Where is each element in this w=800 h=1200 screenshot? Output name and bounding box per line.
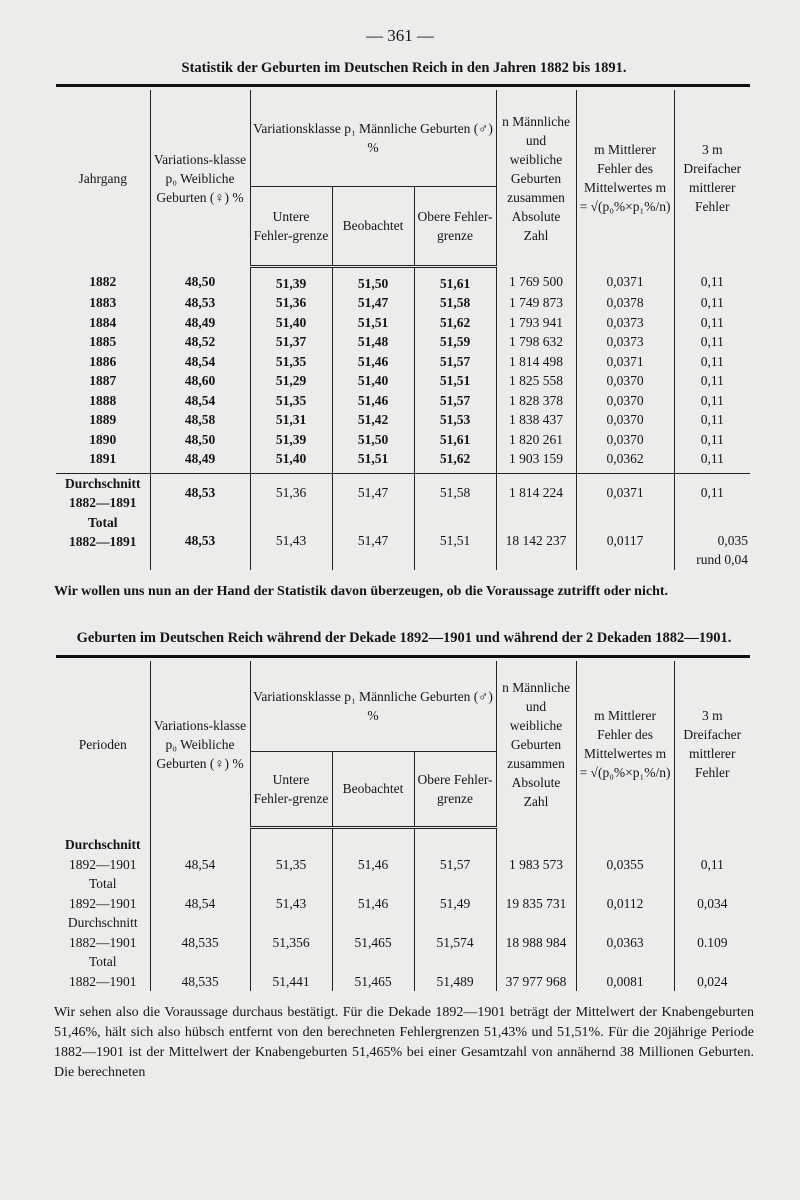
row-label: 1887 [89,373,117,388]
cell-p0: 48,53 [150,293,250,313]
table2-row [56,913,750,952]
cell-upper: 51,489 [414,952,496,991]
cell-p0: 48,54 [150,352,250,372]
table1-row [56,266,750,293]
table2 [56,661,750,991]
cell-m: 0,0373 [576,313,674,333]
table1-header-m: m Mittlerer Fehler des Mittelwertes m = √(p₀%×p₁%/n) [576,90,674,266]
cell-3m: 0.109 [674,913,750,952]
cell-3m: 0,11 [674,313,750,333]
row-label: Durchschnitt 1882—1891 [56,473,150,513]
cell-n: 1 828 378 [496,391,576,411]
cell-p0: 48,535 [150,913,250,952]
cell-n: 1 793 941 [496,313,576,333]
table2-header-3m: 3 m Dreifacher mittlerer Fehler [674,661,750,827]
cell-m: 0,0370 [576,430,674,450]
table1 [56,90,750,570]
cell-lower: 51,36 [250,293,332,313]
table2-top-rule [56,655,750,658]
cell-n: 1 983 573 [496,827,576,874]
table1-header-p1-group: Variationsklasse p₁ Männliche Geburten (♂) % [250,90,496,187]
cell-observed: 51,42 [332,410,414,430]
cell-p0: 48,49 [150,313,250,333]
cell-p0: 48,52 [150,332,250,352]
cell-observed: 51,47 [332,293,414,313]
cell-n: 1 814 498 [496,352,576,372]
cell-n: 18 142 237 [496,513,576,570]
row-label: 1889 [89,412,117,427]
cell-observed: 51,46 [332,391,414,411]
cell-m: 0,0362 [576,449,674,473]
cell-observed: 51,51 [332,449,414,473]
cell-3m: 0,035 rund 0,04 [674,513,750,570]
cell-m: 0,0370 [576,371,674,391]
cell-3m: 0,11 [674,266,750,293]
cell-observed: 51,46 [332,352,414,372]
cell-upper: 51,57 [414,827,496,874]
cell-upper: 51,51 [414,513,496,570]
cell-upper: 51,57 [414,352,496,372]
cell-3m: 0,11 [674,391,750,411]
cell-upper: 51,62 [414,313,496,333]
cell-3m-note: rund 0,04 [696,552,749,567]
cell-3m: 0,11 [674,449,750,473]
row-label: Total 1892—1901 [69,876,137,911]
cell-m: 0,0370 [576,391,674,411]
table1-header-p0: Variations-klasse p₀ Weibliche Geburten (♀) % [150,90,250,266]
cell-3m: 0,11 [674,352,750,372]
cell-observed: 51,51 [332,313,414,333]
cell-3m: 0,11 [674,473,750,513]
row-label: 1888 [89,392,117,408]
cell-observed: 51,50 [332,430,414,450]
cell-observed: 51,465 [332,913,414,952]
row-label: Durchschnitt 1882—1901 [67,915,138,950]
cell-lower: 51,29 [250,371,332,391]
table2-header-upper: Obere Fehler-grenze [414,752,496,828]
cell-upper: 51,574 [414,913,496,952]
cell-p0: 48,50 [150,266,250,293]
cell-3m: 0,11 [674,410,750,430]
cell-lower: 51,35 [250,352,332,372]
table2-header-m: m Mittlerer Fehler des Mittelwertes m = √(p₀%×p₁%/n) [576,661,674,827]
cell-n: 37 977 968 [496,952,576,991]
cell-lower: 51,43 [250,874,332,913]
table1-top-rule [56,84,750,87]
table2-header-p1-group: Variationsklasse p₁ Männliche Geburten (♂) % [250,661,496,752]
cell-upper: 51,61 [414,266,496,293]
cell-upper: 51,61 [414,430,496,450]
cell-p0: 48,60 [150,371,250,391]
cell-n: 1 903 159 [496,449,576,473]
cell-n: 1 825 558 [496,371,576,391]
cell-observed: 51,50 [332,266,414,293]
table1-row [56,293,750,313]
table1-header-jahrgang: Jahrgang [78,170,127,186]
cell-lower: 51,40 [250,449,332,473]
paragraph-1: Wir wollen uns nun an der Hand der Statistik davon überzeugen, ob die Voraussage zutrifft oder nicht. [54,584,669,599]
cell-lower: 51,37 [250,332,332,352]
cell-m: 0,0371 [576,266,674,293]
cell-p0: 48,54 [150,874,250,913]
row-label: 1884 [89,314,117,330]
cell-lower: 51,36 [250,473,332,513]
cell-n: 19 835 731 [496,874,576,913]
cell-p0: 48,54 [150,391,250,411]
table1-header-3m: 3 m Dreifacher mittlerer Fehler [674,90,750,266]
cell-n: 1 749 873 [496,293,576,313]
cell-lower: 51,356 [250,913,332,952]
cell-observed: 51,40 [332,371,414,391]
table1-title: Statistik der Geburten im Deutschen Reich in den Jahren 1882 bis 1891. [181,60,627,76]
table1-row [56,352,750,372]
cell-3m: 0,024 [674,952,750,991]
cell-lower: 51,35 [250,827,332,874]
cell-p0: 48,535 [150,952,250,991]
cell-upper: 51,53 [414,410,496,430]
row-label: 1886 [89,353,117,369]
cell-3m: 0,11 [674,430,750,450]
table1-header-upper: Obere Fehler-grenze [414,187,496,267]
cell-n: 1 814 224 [496,473,576,513]
table1-summary-row [56,513,750,570]
cell-observed: 51,48 [332,332,414,352]
cell-m: 0,0112 [576,874,674,913]
cell-observed: 51,47 [332,473,414,513]
cell-m: 0,0378 [576,293,674,313]
cell-lower: 51,43 [250,513,332,570]
cell-p0: 48,54 [150,827,250,874]
cell-n: 18 988 984 [496,913,576,952]
cell-3m: 0,11 [674,827,750,874]
cell-observed: 51,465 [332,952,414,991]
cell-m: 0,0370 [576,410,674,430]
cell-m: 0,0363 [576,913,674,952]
table2-header-observed: Beobachtet [332,752,414,828]
table1-row [56,410,750,430]
table2-header-n: n Männliche und weibliche Geburten zusammen Absolute Zahl [496,661,576,827]
cell-upper: 51,51 [414,371,496,391]
cell-3m: 0,034 [674,874,750,913]
cell-n: 1 769 500 [496,266,576,293]
cell-lower: 51,39 [250,430,332,450]
cell-lower: 51,31 [250,410,332,430]
cell-m: 0,0355 [576,827,674,874]
cell-n: 1 838 437 [496,410,576,430]
cell-lower: 51,35 [250,391,332,411]
cell-3m: 0,11 [674,371,750,391]
cell-m: 0,0373 [576,332,674,352]
table1-row [56,332,750,352]
row-label: Durchschnitt 1892—1901 [64,837,141,872]
table2-header-perioden: Perioden [78,736,127,752]
cell-observed: 51,47 [332,513,414,570]
table1-row [56,313,750,333]
cell-p0: 48,53 [150,513,250,570]
cell-upper: 51,58 [414,473,496,513]
table1-header-n: n Männliche und weibliche Geburten zusammen Absolute Zahl [496,90,576,266]
row-label: 1882 [89,274,117,289]
paragraph-2: Wir sehen also die Voraussage durchaus bestätigt. Für die Dekade 1892—1901 beträgt der Mittelwert der Knabengeburten 51,46%, hält sich also hübsch entfernt von den berechneten Fehlergrenzen 51,43% und 51,51%. Für die 20jährige Periode 1882—1901 ist der Mittelwert der Knabengeburten 51,465% bei einer Gesamtzahl von annähernd 38 Millionen Geburten. Die berechneten [54,1005,754,1080]
table1-row [56,391,750,411]
table2-header-p0: Variations-klasse p₀ Weibliche Geburten (♀) % [150,661,250,827]
cell-3m: 0,11 [674,332,750,352]
row-label: 1885 [89,334,117,349]
row-label: 1883 [89,295,117,310]
cell-p0: 48,49 [150,449,250,473]
cell-upper: 51,57 [414,391,496,411]
cell-upper: 51,58 [414,293,496,313]
cell-lower: 51,40 [250,313,332,333]
table2-title: Geburten im Deutschen Reich während der Dekade 1892—1901 und während der 2 Dekaden 1882—1901. [76,630,732,646]
cell-p0: 48,58 [150,410,250,430]
cell-upper: 51,59 [414,332,496,352]
table1-row [56,449,750,473]
table1-header-observed: Beobachtet [332,187,414,267]
page-number: — 361 — [366,26,434,45]
cell-upper: 51,62 [414,449,496,473]
cell-observed: 51,46 [332,827,414,874]
table2-row [56,952,750,991]
row-label: 1891 [89,451,117,466]
cell-n: 1 820 261 [496,430,576,450]
cell-m: 0,0371 [576,473,674,513]
cell-m: 0,0081 [576,952,674,991]
row-label: Total 1882—1901 [69,954,137,989]
cell-m: 0,0371 [576,352,674,372]
cell-p0: 48,53 [150,473,250,513]
table2-row [56,827,750,874]
table2-row [56,874,750,913]
cell-lower: 51,39 [250,266,332,293]
table2-header-lower: Untere Fehler-grenze [250,752,332,828]
cell-observed: 51,46 [332,874,414,913]
cell-m: 0,0117 [576,513,674,570]
table1-row [56,371,750,391]
table1-summary-row [56,473,750,513]
cell-n: 1 798 632 [496,332,576,352]
cell-3m: 0,11 [674,293,750,313]
cell-p0: 48,50 [150,430,250,450]
row-label: Total 1882—1891 [69,514,137,549]
table1-header-lower: Untere Fehler-grenze [250,187,332,267]
row-label: 1890 [89,431,117,447]
cell-upper: 51,49 [414,874,496,913]
table1-row [56,430,750,450]
cell-lower: 51,441 [250,952,332,991]
